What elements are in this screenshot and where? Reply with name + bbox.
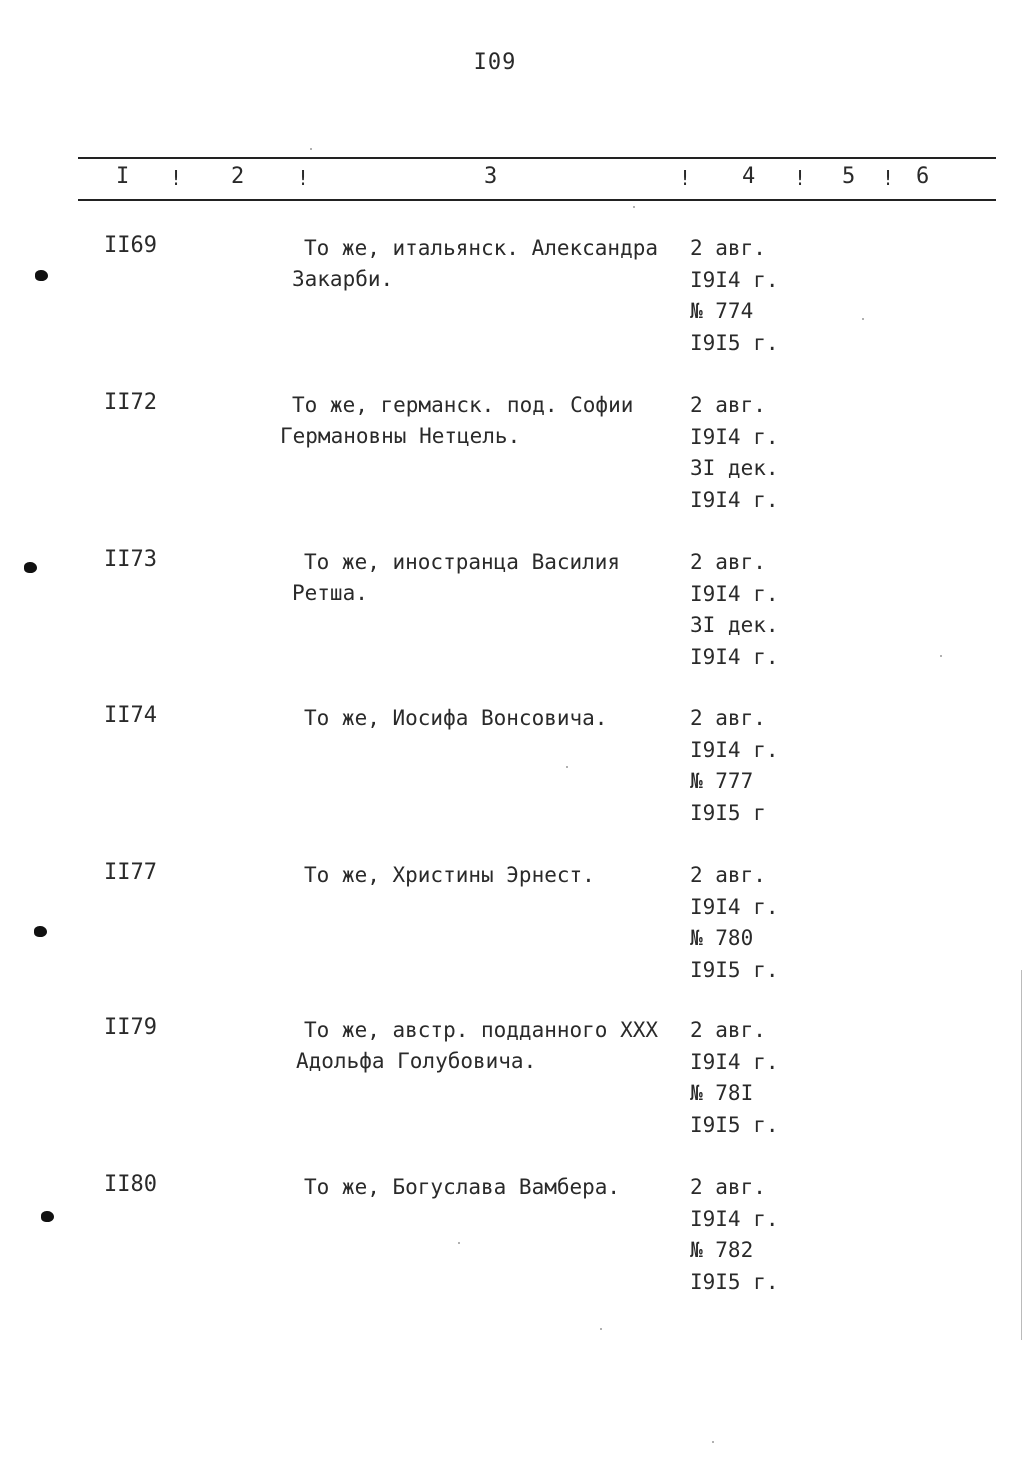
- header-top-rule: [78, 157, 996, 159]
- date-line: 2 авг.: [690, 706, 766, 730]
- date-line: I9I4 г.: [690, 737, 779, 762]
- date-line: I9I4 г.: [690, 267, 779, 292]
- record-description: [280, 1172, 680, 1203]
- record-entry: [0, 1015, 1024, 1165]
- date-line: № 780: [690, 926, 754, 950]
- description-line: Адольфа Голубовича.: [296, 1049, 537, 1073]
- record-description: [280, 1015, 680, 1077]
- header-col-6: 6: [916, 164, 930, 189]
- record-entry: [0, 390, 1024, 540]
- header-col-5: 5: [842, 164, 856, 189]
- header-col-1: I: [116, 164, 130, 189]
- description-line: Германовны Нетцель.: [280, 424, 521, 448]
- header-bottom-rule: [78, 199, 996, 201]
- record-number: II74: [104, 703, 157, 728]
- record-entry: [0, 703, 1024, 853]
- record-description: [280, 860, 680, 891]
- scan-speck: [862, 318, 864, 320]
- record-dates: [690, 233, 779, 359]
- description-line: То же, Христины Эрнест.: [304, 863, 595, 887]
- header-separator: !: [297, 166, 310, 190]
- record-number: II69: [104, 233, 157, 258]
- date-line: 2 авг.: [690, 1018, 766, 1042]
- date-line: 2 авг.: [690, 393, 766, 417]
- record-number: II79: [104, 1015, 157, 1040]
- date-line: 3I дек.: [690, 613, 779, 637]
- punch-hole: [34, 926, 47, 937]
- scan-speck: [940, 655, 942, 657]
- date-line: I9I5 г.: [690, 957, 779, 982]
- description-line: То же, австр. подданного XXX: [304, 1018, 659, 1042]
- date-line: 3I дек.: [690, 456, 779, 480]
- description-line: То же, итальянск. Александра: [304, 236, 659, 260]
- punch-hole: [35, 270, 48, 281]
- description-line: То же, Иосифа Вонсовича.: [304, 706, 608, 730]
- record-entry: [0, 547, 1024, 697]
- record-dates: [690, 1172, 779, 1298]
- date-line: I9I5 г.: [690, 1269, 779, 1294]
- date-line: I9I4 г.: [690, 581, 779, 606]
- date-line: I9I4 г.: [690, 1049, 779, 1074]
- record-dates: [690, 860, 779, 986]
- record-description: [280, 233, 680, 295]
- description-line: Ретша.: [292, 581, 368, 605]
- record-entry: [0, 233, 1024, 383]
- scan-speck: [600, 1328, 602, 1330]
- record-dates: [690, 1015, 779, 1141]
- punch-hole: [24, 562, 37, 573]
- header-col-4: 4: [742, 164, 756, 189]
- page-number: I09: [473, 50, 517, 75]
- description-line: Закарби.: [292, 267, 394, 291]
- header-separator: !: [170, 166, 183, 190]
- record-entry: [0, 1172, 1024, 1322]
- record-number: II80: [104, 1172, 157, 1197]
- date-line: I9I4 г.: [690, 487, 779, 512]
- record-description: [280, 703, 680, 734]
- date-line: I9I5 г.: [690, 330, 779, 355]
- date-line: I9I5 г.: [690, 1112, 779, 1137]
- date-line: 2 авг.: [690, 550, 766, 574]
- scan-speck: [458, 1242, 460, 1244]
- header-col-2: 2: [231, 164, 245, 189]
- scan-speck: [310, 148, 312, 150]
- date-line: I9I4 г.: [690, 1206, 779, 1231]
- record-dates: [690, 547, 779, 673]
- date-line: I9I4 г.: [690, 424, 779, 449]
- punch-hole: [41, 1211, 54, 1222]
- record-description: [280, 390, 680, 452]
- record-dates: [690, 703, 779, 829]
- record-entry: [0, 860, 1024, 1010]
- scan-edge-line: [1021, 970, 1022, 1340]
- record-number: II77: [104, 860, 157, 885]
- date-line: № 78I: [690, 1081, 754, 1105]
- header-separator: !: [882, 166, 895, 190]
- date-line: 2 авг.: [690, 236, 766, 260]
- record-dates: [690, 390, 779, 516]
- date-line: I9I4 г.: [690, 894, 779, 919]
- date-line: I9I5 г: [690, 800, 766, 825]
- description-line: То же, иностранца Василия: [304, 550, 621, 574]
- date-line: № 782: [690, 1238, 754, 1262]
- scan-speck: [712, 1441, 714, 1443]
- scan-speck: [633, 206, 635, 208]
- header-col-3: 3: [484, 164, 498, 189]
- description-line: То же, германск. под. Софии: [292, 393, 634, 417]
- header-separator: !: [794, 166, 807, 190]
- date-line: № 777: [690, 769, 754, 793]
- date-line: № 774: [690, 299, 754, 323]
- header-separator: !: [679, 166, 692, 190]
- description-line: То же, Богуслава Вамбера.: [304, 1175, 621, 1199]
- scan-speck: [566, 766, 568, 768]
- date-line: 2 авг.: [690, 1175, 766, 1199]
- record-number: II73: [104, 547, 157, 572]
- date-line: 2 авг.: [690, 863, 766, 887]
- date-line: I9I4 г.: [690, 644, 779, 669]
- record-description: [280, 547, 680, 609]
- record-number: II72: [104, 390, 157, 415]
